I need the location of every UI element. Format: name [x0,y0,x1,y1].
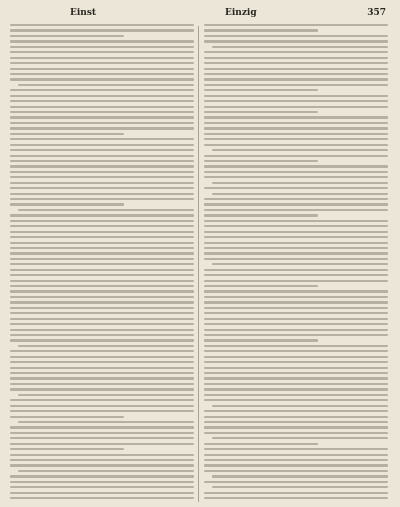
text-line-placeholder [204,51,388,53]
text-line-placeholder [18,394,194,396]
text-line-placeholder [204,307,388,309]
text-line-placeholder [10,426,194,428]
text-line-placeholder [204,214,318,216]
text-line-placeholder [204,454,388,456]
text-line-placeholder [10,149,194,151]
text-line-placeholder [10,448,124,450]
text-line-placeholder [204,187,388,189]
text-line-placeholder [204,269,388,271]
text-line-placeholder [204,383,388,385]
text-line-placeholder [204,68,388,70]
text-line-placeholder [204,470,388,472]
text-line-placeholder [212,486,388,488]
text-line-placeholder [10,269,194,271]
page-header [10,6,388,20]
text-line-placeholder [204,443,318,445]
text-line-placeholder [10,182,194,184]
text-line-placeholder [212,475,388,477]
text-line-placeholder [10,367,194,369]
text-line-placeholder [10,339,194,341]
text-line-placeholder [10,437,194,439]
text-line-placeholder [204,399,388,401]
text-line-placeholder [10,133,124,135]
text-line-placeholder [212,263,388,265]
text-line-placeholder [212,149,388,151]
text-line-placeholder [204,410,388,412]
text-line-placeholder [10,78,194,80]
text-line-placeholder [212,182,388,184]
text-line-placeholder [204,323,388,325]
text-line-placeholder [10,73,194,75]
text-line-placeholder [10,301,194,303]
text-line-placeholder [10,236,194,238]
text-line-placeholder [10,296,194,298]
text-line-placeholder [204,78,388,80]
text-line-placeholder [204,464,388,466]
text-line-placeholder [10,388,194,390]
text-line-placeholder [10,231,194,233]
text-line-placeholder [10,361,194,363]
text-line-placeholder [10,372,194,374]
text-line-placeholder [204,209,388,211]
text-line-placeholder [204,231,388,233]
text-line-placeholder [212,193,388,195]
text-line-placeholder [10,68,194,70]
text-line-placeholder [10,329,194,331]
text-line-placeholder [204,432,388,434]
text-line-placeholder [204,421,388,423]
text-line-placeholder [212,46,388,48]
header-left-keyword: Einst [70,8,97,18]
text-line-placeholder [10,318,194,320]
text-line-placeholder [204,122,388,124]
text-line-placeholder [204,111,318,113]
text-line-placeholder [10,274,194,276]
text-line-placeholder [10,405,194,407]
text-line-placeholder [10,334,194,336]
text-line-placeholder [204,160,318,162]
text-line-placeholder [204,356,388,358]
left-column [10,24,194,504]
text-line-placeholder [204,247,388,249]
text-line-placeholder [204,350,388,352]
text-line-placeholder [10,160,194,162]
text-line-placeholder [10,95,194,97]
text-line-placeholder [10,454,194,456]
text-line-placeholder [204,416,388,418]
text-line-placeholder [204,198,388,200]
right-column [204,24,388,504]
text-line-placeholder [10,57,194,59]
text-line-placeholder [204,394,388,396]
text-line-placeholder [10,290,194,292]
text-line-placeholder [204,73,388,75]
text-line-placeholder [18,209,194,211]
text-line-placeholder [204,285,318,287]
text-line-placeholder [204,367,388,369]
text-line-placeholder [204,339,318,341]
text-line-placeholder [204,176,388,178]
text-line-placeholder [204,165,388,167]
text-line-placeholder [10,481,194,483]
text-line-placeholder [18,345,194,347]
text-line-placeholder [204,24,388,26]
text-line-placeholder [10,350,194,352]
text-line-placeholder [204,448,388,450]
text-line-placeholder [10,464,194,466]
text-line-placeholder [10,258,194,260]
text-line-placeholder [10,62,194,64]
text-line-placeholder [10,106,194,108]
text-line-placeholder [10,127,194,129]
text-line-placeholder [10,155,194,157]
text-line-placeholder [10,312,194,314]
text-line-placeholder [10,323,194,325]
text-line-placeholder [204,301,388,303]
text-line-placeholder [204,252,388,254]
text-line-placeholder [204,372,388,374]
text-line-placeholder [204,329,388,331]
text-line-placeholder [10,144,194,146]
text-line-placeholder [10,24,194,26]
text-line-placeholder [204,242,388,244]
text-line-placeholder [10,242,194,244]
text-line-placeholder [10,225,194,227]
text-line-placeholder [10,263,194,265]
text-line-placeholder [10,410,194,412]
text-line-placeholder [10,193,194,195]
text-line-placeholder [10,383,194,385]
text-line-placeholder [204,40,388,42]
text-line-placeholder [204,155,388,157]
header-center-keyword: Einzig [225,8,257,18]
text-line-placeholder [204,127,388,129]
text-line-placeholder [204,426,388,428]
text-line-placeholder [10,171,194,173]
text-line-placeholder [10,203,124,205]
text-line-placeholder [204,296,388,298]
text-line-placeholder [204,89,318,91]
text-line-placeholder [10,46,194,48]
text-line-placeholder [10,29,194,31]
text-line-placeholder [204,258,388,260]
text-line-placeholder [10,377,194,379]
text-line-placeholder [10,187,194,189]
text-line-placeholder [204,492,388,494]
text-line-placeholder [10,122,194,124]
text-line-placeholder [10,51,194,53]
text-line-placeholder [10,165,194,167]
text-line-placeholder [10,214,194,216]
text-line-placeholder [10,285,194,287]
text-line-placeholder [204,377,388,379]
text-line-placeholder [204,29,318,31]
text-line-placeholder [10,416,124,418]
text-line-placeholder [10,198,194,200]
text-line-placeholder [10,492,194,494]
text-line-placeholder [10,247,194,249]
text-line-placeholder [204,290,388,292]
text-line-placeholder [204,361,388,363]
text-line-placeholder [204,225,388,227]
text-line-placeholder [212,437,388,439]
text-line-placeholder [204,133,388,135]
text-line-placeholder [10,40,194,42]
text-line-placeholder [204,220,388,222]
column-divider [194,24,204,504]
text-line-placeholder [204,318,388,320]
text-line-placeholder [10,486,194,488]
text-line-placeholder [10,459,194,461]
page-number: 357 [367,8,386,18]
text-line-placeholder [10,176,194,178]
text-line-placeholder [204,171,388,173]
text-line-placeholder [18,470,194,472]
text-line-placeholder [204,312,388,314]
text-line-placeholder [10,497,194,499]
text-line-placeholder [204,334,388,336]
text-line-placeholder [18,84,194,86]
text-line-placeholder [204,459,388,461]
text-line-placeholder [10,399,194,401]
text-line-placeholder [204,274,388,276]
text-line-placeholder [10,432,194,434]
text-line-placeholder [204,138,388,140]
text-line-placeholder [204,57,388,59]
text-line-placeholder [10,35,124,37]
text-line-placeholder [18,421,194,423]
text-line-placeholder [10,220,194,222]
text-columns [10,24,388,504]
text-line-placeholder [204,100,388,102]
text-line-placeholder [10,443,194,445]
text-line-placeholder [204,388,388,390]
text-line-placeholder [10,116,194,118]
text-line-placeholder [204,497,388,499]
text-line-placeholder [10,475,194,477]
text-line-placeholder [204,106,388,108]
text-line-placeholder [10,252,194,254]
text-line-placeholder [212,405,388,407]
text-line-placeholder [10,280,194,282]
text-line-placeholder [10,356,194,358]
text-line-placeholder [204,203,388,205]
text-line-placeholder [204,84,388,86]
text-line-placeholder [10,111,194,113]
text-line-placeholder [204,95,388,97]
text-line-placeholder [10,100,194,102]
text-line-placeholder [204,116,388,118]
text-line-placeholder [204,236,388,238]
text-line-placeholder [204,144,388,146]
text-line-placeholder [204,345,388,347]
text-line-placeholder [10,138,194,140]
text-line-placeholder [204,481,388,483]
text-line-placeholder [204,280,388,282]
text-line-placeholder [10,89,194,91]
text-line-placeholder [204,62,388,64]
text-line-placeholder [10,307,194,309]
text-line-placeholder [204,35,388,37]
